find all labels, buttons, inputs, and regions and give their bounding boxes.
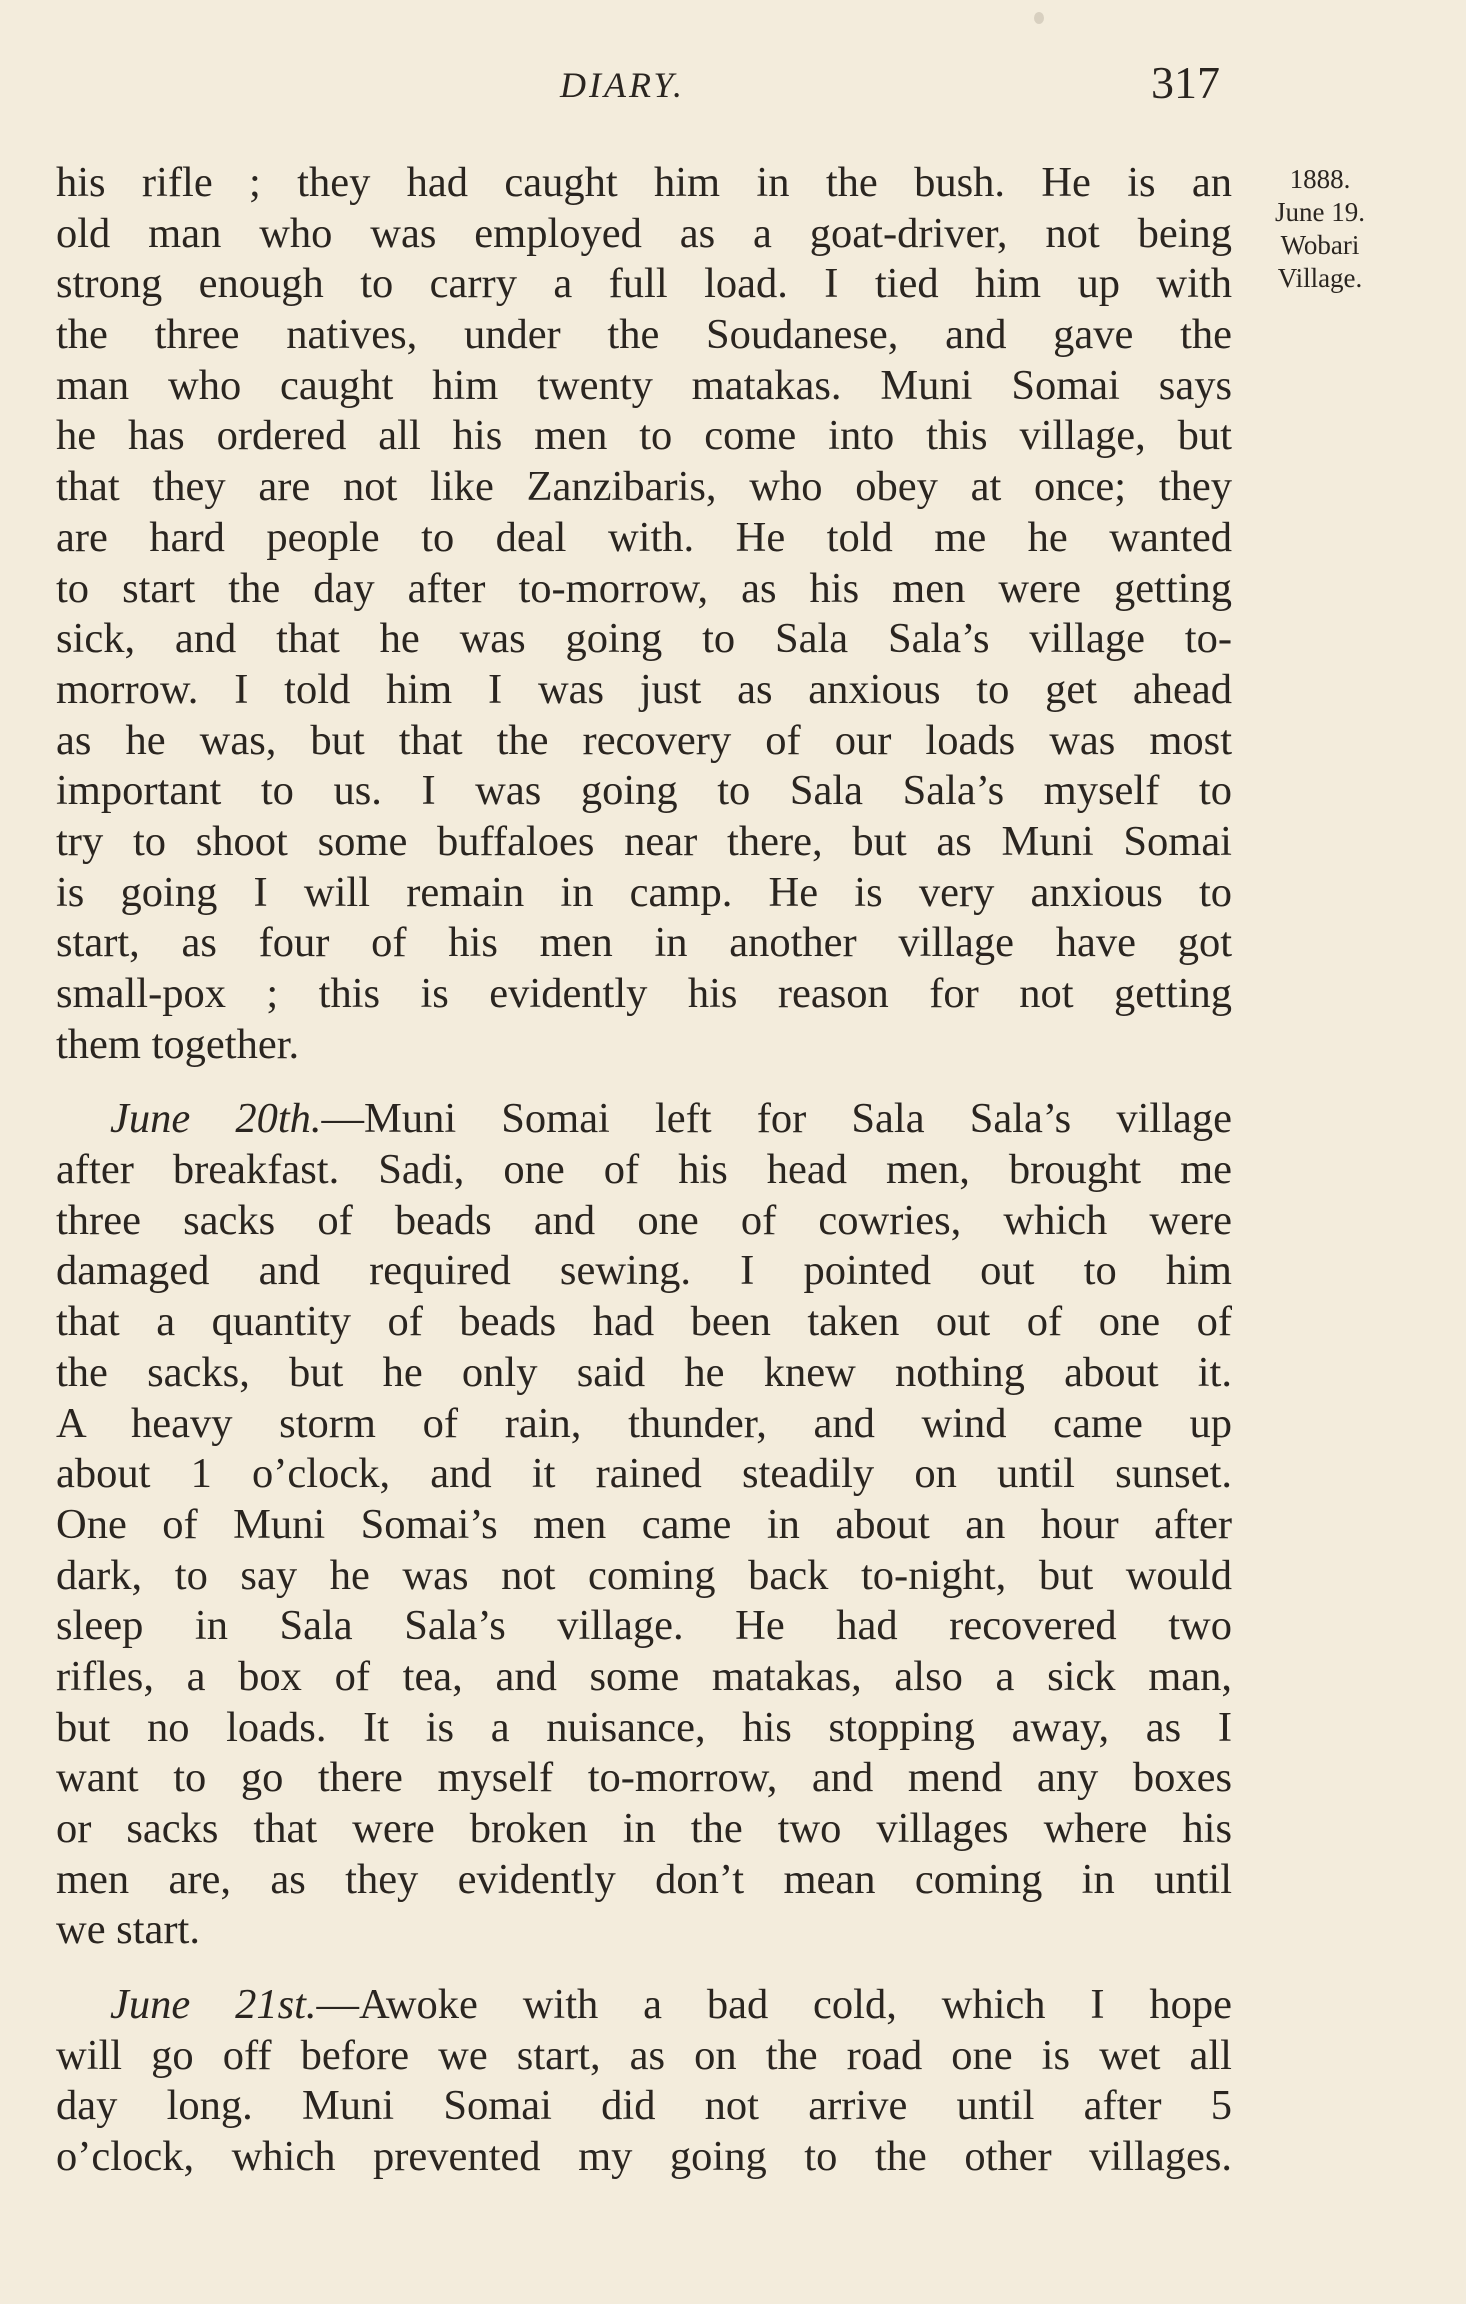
text-line: important to us. I was going to Sala Sala’s myself to: [56, 767, 1232, 815]
entry-date: June 20th.: [110, 1095, 322, 1143]
text-line: but no loads. It is a nuisance, his stopping away, as I: [56, 1703, 1232, 1751]
diary-entry-june-21: [56, 1980, 1232, 2183]
text-line: that they are not like Zanzibaris, who obey at once; they: [56, 463, 1232, 511]
text-line: dark, to say he was not coming back to-night, but would: [56, 1551, 1232, 1599]
margin-note: [1240, 163, 1400, 295]
text-line: or sacks that were broken in the two villages where his: [56, 1805, 1232, 1852]
text-line: morrow. I told him I was just as anxious to get ahead: [56, 665, 1232, 713]
body-text: [56, 158, 1232, 2183]
text-line: after breakfast. Sadi, one of his head men, brought me: [56, 1146, 1232, 1194]
entry-first-line: —Awoke with a bad cold, which I hope: [316, 1981, 1232, 2029]
text-line: the three natives, under the Soudanese, and gave the: [56, 311, 1232, 359]
text-line: A heavy storm of rain, thunder, and wind came up: [56, 1399, 1232, 1447]
page-speck: [1034, 12, 1044, 24]
text-line: men are, as they evidently don’t mean coming in until: [56, 1855, 1232, 1903]
text-line: is going I will remain in camp. He is very anxious to: [56, 868, 1232, 916]
margin-note-place: Wobari: [1280, 230, 1360, 260]
text-line: rifles, a box of tea, and some matakas, also a sick man,: [56, 1652, 1232, 1700]
text-line: his rifle ; they had caught him in the bush. He is an: [56, 159, 1232, 206]
margin-note-year: 1888.: [1289, 164, 1351, 194]
margin-note-place: Village.: [1277, 263, 1363, 293]
paragraph: [56, 158, 1232, 1070]
text-line: sleep in Sala Sala’s village. He had recovered two: [56, 1602, 1232, 1650]
text-line: small-pox ; this is evidently his reason for not getting: [56, 970, 1232, 1017]
text-line: sick, and that he was going to Sala Sala’s village to-: [56, 615, 1232, 663]
text-line: three sacks of beads and one of cowries, which were: [56, 1196, 1232, 1244]
text-line: start, as four of his men in another village have got: [56, 919, 1232, 967]
text-line: try to shoot some buffaloes near there, but as Muni Somai: [56, 817, 1232, 865]
text-line: day long. Muni Somai did not arrive until after 5: [56, 2082, 1232, 2130]
text-line: damaged and required sewing. I pointed out to him: [56, 1247, 1232, 1295]
entry-first-line: —Muni Somai left for Sala Sala’s village: [321, 1095, 1232, 1143]
text-line: strong enough to carry a full load. I tied him up with: [56, 260, 1232, 308]
text-line: want to go there myself to-morrow, and mend any boxes: [56, 1754, 1232, 1802]
text-line: about 1 o’clock, and it rained steadily on until sunset.: [56, 1450, 1232, 1498]
margin-note-date: June 19.: [1275, 197, 1365, 227]
text-line: we start.: [56, 1906, 200, 1954]
text-line: them together.: [56, 1020, 300, 1068]
text-line: One of Muni Somai’s men came in about an hour after: [56, 1500, 1232, 1548]
text-line: man who caught him twenty matakas. Muni Somai says: [56, 361, 1232, 409]
text-line: are hard people to deal with. He told me he wanted: [56, 513, 1232, 561]
paragraph-gap: [56, 1956, 1232, 1980]
text-line: o’clock, which prevented my going to the other villages.: [56, 2133, 1232, 2181]
text-line: he has ordered all his men to come into this village, but: [56, 412, 1232, 460]
page-number: 317: [1151, 57, 1220, 108]
text-line: [56, 1094, 1232, 1145]
text-line: as he was, but that the recovery of our loads was most: [56, 716, 1232, 764]
running-title: DIARY.: [560, 65, 686, 105]
text-line: [56, 1980, 1232, 2031]
text-line: the sacks, but he only said he knew nothing about it.: [56, 1348, 1232, 1396]
text-line: that a quantity of beads had been taken out of one of: [56, 1298, 1232, 1346]
page-header: [60, 56, 1220, 116]
entry-date: June 21st.: [110, 1981, 317, 2029]
text-line: to start the day after to-morrow, as his men were getting: [56, 564, 1232, 612]
paragraph-gap: [56, 1070, 1232, 1094]
text-line: old man who was employed as a goat-driver, not being: [56, 209, 1232, 257]
text-line: will go off before we start, as on the road one is wet all: [56, 2031, 1232, 2079]
diary-entry-june-20: [56, 1094, 1232, 1956]
